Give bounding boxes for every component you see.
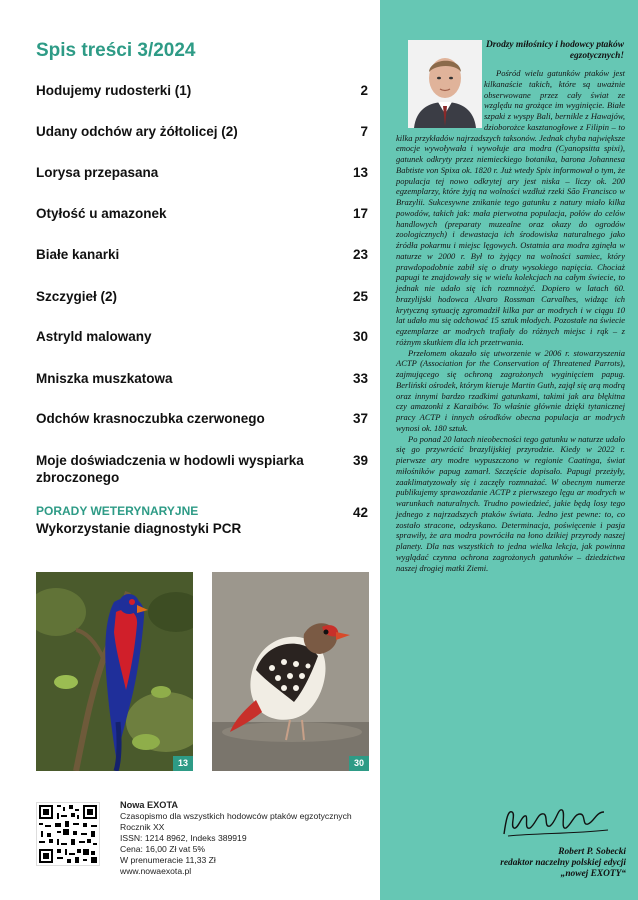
toc-entry[interactable] — [36, 410, 368, 427]
toc-entry-title: Lorysa przepasana — [36, 165, 159, 180]
toc-entry-title: Mniszka muszkatowa — [36, 371, 173, 386]
publication-website-link[interactable]: www.nowaexota.pl — [120, 866, 192, 876]
toc-entry-page: 33 — [352, 371, 368, 386]
toc-entry-page: 42 — [352, 505, 368, 520]
toc-entry[interactable] — [36, 246, 368, 263]
toc-entry-title: Wykorzystanie diagnostyki PCR — [36, 521, 242, 536]
editorial-paragraph: Po ponad 20 latach nieobecności tego gatunku w naturze udało się go przywrócić brazylijskiej przyrodzie. Kiedy w 2022 r. pierwsze ary modre wypuszczono w regionie Caatinga, świat miłośników papug zamarł. Szczęście dopisało. Papugi przeżyły, zaaklimatyzowały się i zaczęły rozmnażać. W obecnym numerze publikujemy sprawozdanie ACTP z pierwszego lęgu ar modrych w warunkach naturalnych. Trudno powiedzieć, jakie będą losy tego jednego z najrzadszych ptaków świata. Jedno jest pewne: to, co zostało stracone, odzyskano. Determinacja, poświęcenie i pasja sprawiły, że ara modra powróciła na łono dzikiej przyrody naszej planety. Dla nas wszystkich to jedna wielka lekcja, jak powinna wyglądać czynna ochrona zagrożonych gatunków – dziedzictwa naszej drogiej matki Ziemi. — [396, 433, 625, 573]
toc-entry[interactable] — [36, 288, 368, 305]
painted-firetail-photo — [212, 572, 369, 771]
toc-entry-page: 13 — [352, 165, 368, 180]
toc-entry[interactable] — [36, 82, 368, 99]
toc-entry-title: Szczygieł (2) — [36, 289, 118, 304]
publication-line: Cena: 16,00 Zł vat 5% — [120, 844, 206, 854]
publication-line: W prenumeracie 11,33 Zł — [120, 855, 216, 865]
editor-role: redaktor naczelny polskiej edycji — [500, 858, 626, 868]
toc-entry-page: 30 — [352, 329, 368, 344]
toc-entry-title: Udany odchów ary żółtolicej (2) — [36, 124, 238, 139]
toc-entry-title: Hodujemy rudosterki (1) — [36, 83, 192, 98]
publication-info — [120, 800, 360, 877]
editorial-panel — [380, 0, 638, 900]
toc-entry-title: Odchów krasnoczubka czerwonego — [36, 411, 265, 426]
editorial-greeting: Drodzy miłośnicy i hodowcy ptaków egzotycznych! — [485, 40, 624, 61]
toc-entry[interactable] — [36, 452, 368, 486]
editor-name: Robert P. Sobecki — [558, 847, 626, 857]
toc-entry[interactable] — [36, 205, 368, 222]
toc-entry-page: 23 — [352, 247, 368, 262]
page-badge: 13 — [173, 756, 193, 771]
page-title: Spis treści 3/2024 — [36, 40, 196, 61]
toc-entry[interactable] — [36, 328, 368, 345]
editorial-paragraph: Przełomem okazało się utworzenie w 2006 r. stowarzyszenia ACTP (Association for the Conservation of Threatened Parrots), zajmującego się ochroną zagrożonych wyginięciem papug. Berliński ośrodek, którym kieruje Martin Guth, zajął się arą modrą oraz innymi bardzo rzadkimi gatunkami, takimi jak ara błękitna czy amazonki z Karaibów. To właśnie głównie dzięki tytanicznej pracy ACTP i innych ośrodków obecna populacja ar modrych wynosi ok. 180 sztuk. — [396, 347, 625, 433]
qr-code[interactable] — [36, 802, 100, 866]
toc-entry-page: 39 — [352, 453, 368, 468]
toc-entry-title: Astryld malowany — [36, 329, 152, 344]
editorial-text — [396, 68, 625, 573]
toc-entry-page: 17 — [352, 206, 368, 221]
toc-entry-title: Moje doświadczenia w hodowli wyspiarka zbroczonego — [36, 453, 304, 485]
lory-parrot-icon — [36, 572, 193, 771]
page-badge: 30 — [349, 756, 369, 771]
toc-entry[interactable] — [36, 123, 368, 140]
qr-code-icon — [37, 803, 99, 865]
publication-name: Nowa EXOTA — [120, 800, 179, 810]
toc-entry-page: 25 — [352, 289, 368, 304]
editorial-paragraph: Pośród wielu gatunków ptaków jest kilkanaście takich, które są uważnie obserwowane przez cały świat ze względu na grożące im wyginięcie. Białe szpaki z wyspy Bali, bernikle z Hawajów, dzioborożce kasztanogłowe z Filipin – to kilka przykładów najrzadszych taksonów. Jednak chyba największe emocje wywoływała i wywołuje ara modra (Cyanopsitta spixi), gatunek odkryty przez niemieckiego botanika, barona Johannesa Babtiste von Spixa ok. 1820 r. Już wtedy Spix informował o tym, że populacja tej nowo odkrytej ary jest niska – liczy ok. 200 egzemplarzy, które żyją na wolności wzdłuż rzeki São Francisco w Brazylii. Sukcesywne znikanie tego gatunku z natury miało kilka powodów, takich jak: mała pierwotna populacja, połów do celów handlowych (preparaty muzealne oraz okazy do ogrodów zoologicznych) i dewastacja ich środowiska naturalnego jako źródła pokarmu i miejsc lęgowych. Ostatnia ara modra zginęła w naturze w 2000 r. Był to żyjący na wolności samiec, który prawdopodobnie zabił się o druty wysokiego napięcia. Chociaż papugi te znajdowały się w wielu kolekcjach na całym świecie, to jednak nie udało się ich rozmnożyć. Dopiero w latach 60. brazylijski hodowca Alvaro Rossman Carvalhes, widząc ich krytyczną sytuację zgromadził kilka par ar modrych i w ciągu 10 lat udało mu się odchować 15 sztuk młodych. Pozostałe na świecie egzemplarze ar modrych trafiały do różnych miejsc i rąk – z różnym skutkiem dla ich przetrwania. — [396, 68, 625, 347]
toc-entry[interactable] — [36, 164, 368, 181]
toc-entry-title: Białe kanarki — [36, 247, 120, 262]
toc-entry-page: 2 — [360, 83, 368, 98]
editor-signature — [480, 847, 626, 880]
toc-entry-page: 37 — [352, 411, 368, 426]
finch-icon — [212, 572, 369, 771]
toc-entry-page: 7 — [360, 124, 368, 139]
toc-entry[interactable] — [36, 370, 368, 387]
lory-parrot-photo — [36, 572, 193, 771]
handwritten-signature-icon — [500, 800, 612, 840]
magazine-name: „nowej EXOTY“ — [560, 869, 626, 879]
publication-line: ISSN: 1214 8962, Indeks 389919 — [120, 833, 247, 843]
toc-entry-title: Otyłość u amazonek — [36, 206, 167, 221]
toc-category-label: PORADY WETERYNARYJNE — [36, 504, 199, 518]
publication-line: Rocznik XX — [120, 822, 165, 832]
publication-line: Czasopismo dla wszystkich hodowców ptaków egzotycznych — [120, 811, 352, 821]
